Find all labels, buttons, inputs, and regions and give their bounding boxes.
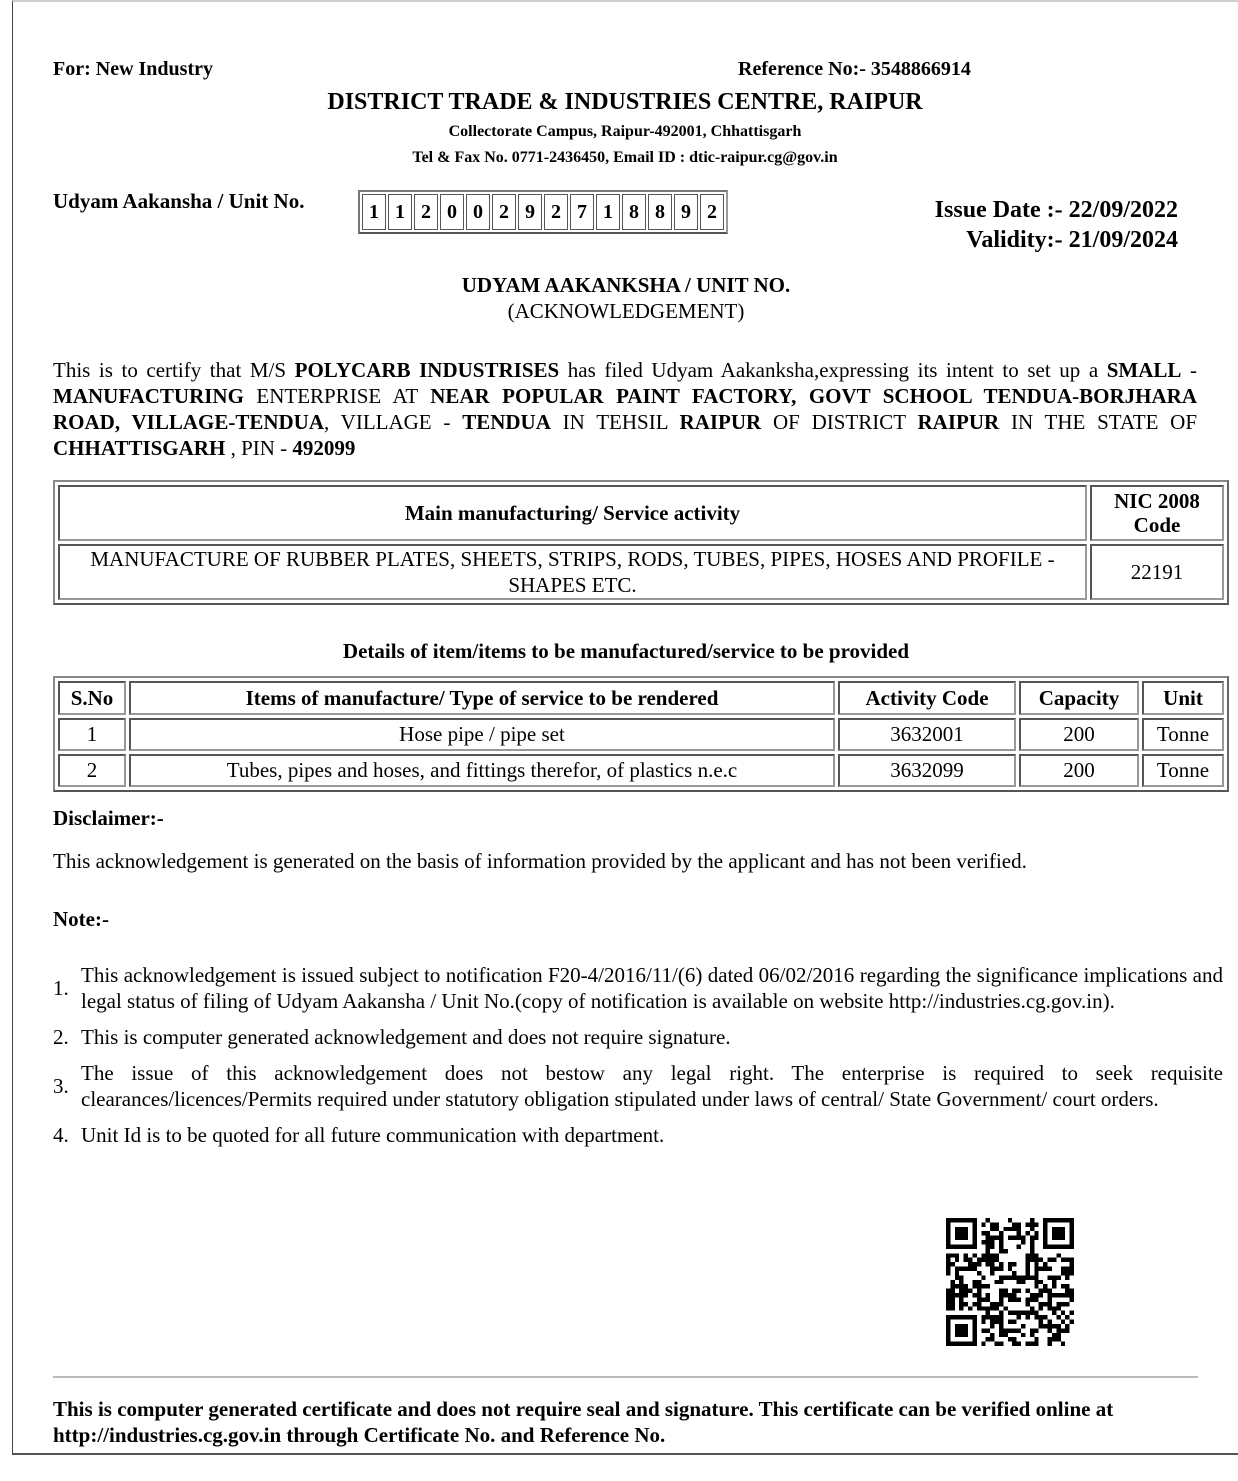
reference-number: Reference No:- 3548866914: [738, 58, 971, 80]
cert-text: ENTERPRISE AT: [243, 384, 431, 408]
unit-digit: 9: [518, 194, 542, 230]
dates-block: [880, 195, 1178, 255]
note-item: [53, 1024, 1223, 1050]
table-header: Unit: [1142, 681, 1224, 715]
unit-digit: 2: [414, 194, 438, 230]
table-cell: Tonne: [1142, 718, 1224, 751]
table-header: Items of manufacture/ Type of service to be rendered: [129, 681, 835, 715]
note-text: Unit Id is to be quoted for all future communication with department.: [81, 1123, 665, 1147]
note-text: This acknowledgement is issued subject to notification F20-4/2016/11/(6) dated 06/02/2016 regarding the significance implications and legal status of filing of Udyam Aakansha / Unit No.(copy of notification is available on website http://industries.cg.gov.in).: [81, 963, 1223, 1013]
unit-number-label: Udyam Aakansha / Unit No.: [53, 189, 305, 213]
details-title: Details of item/items to be manufactured/service to be provided: [342, 639, 910, 663]
unit-digit: 2: [700, 194, 724, 230]
unit-digit: 1: [388, 194, 412, 230]
note-number: 4.: [53, 1123, 69, 1147]
table-cell: 2: [58, 754, 126, 787]
table-cell: MANUFACTURE OF RUBBER PLATES, SHEETS, STRIPS, RODS, TUBES, PIPES, HOSES AND PROFILE -SHAPES ETC.: [58, 544, 1087, 600]
activity-table: [53, 480, 1229, 605]
enterprise-size: SMALL: [1106, 358, 1182, 382]
table-header: NIC 2008 Code: [1090, 485, 1224, 541]
enterprise-type: MANUFACTURING: [53, 384, 244, 408]
note-text: The issue of this acknowledgement does not bestow any legal right. The enterprise is required to seek requisite clearances/licences/Permits required under statutory obligation stipulated under laws of central/ State Government/ court orders.: [81, 1061, 1223, 1111]
footer-divider: [53, 1376, 1198, 1378]
table-header-row: [58, 485, 1224, 541]
table-cell: 3632099: [838, 754, 1016, 787]
note-heading: Note:-: [53, 907, 109, 931]
cert-text: , VILLAGE -: [324, 410, 463, 434]
unit-digit: 1: [596, 194, 620, 230]
office-address: Collectorate Campus, Raipur-492001, Chhattisgarh: [448, 123, 802, 140]
note-text: This is computer generated acknowledgement and does not require signature.: [81, 1025, 731, 1049]
table-header: Main manufacturing/ Service activity: [58, 485, 1087, 541]
note-item: [53, 962, 1223, 1014]
table-cell: Hose pipe / pipe set: [129, 718, 835, 751]
cert-text: OF DISTRICT: [761, 410, 918, 434]
cert-text: IN TEHSIL: [550, 410, 680, 434]
unit-number-boxes: [358, 190, 728, 234]
disclaimer-text: This acknowledgement is generated on the basis of information provided by the applicant and has not been verified.: [53, 849, 1027, 873]
table-header: Capacity: [1019, 681, 1139, 715]
cert-text: IN THE STATE OF: [999, 410, 1198, 434]
qr-code-icon: [946, 1218, 1074, 1346]
unit-digit: 0: [466, 194, 490, 230]
certificate-paragraph: [53, 357, 1197, 461]
validity-date: Validity:- 21/09/2024: [966, 227, 1178, 253]
note-item: [53, 1122, 1223, 1148]
pin-code: 492099: [292, 436, 356, 460]
document-subtitle: (ACKNOWLEDGEMENT): [507, 299, 745, 323]
unit-digit: 7: [570, 194, 594, 230]
cert-text: has filed Udyam Aakanksha,expressing its intent to set up a: [559, 358, 1107, 382]
tehsil: RAIPUR: [679, 410, 762, 434]
cert-text: , PIN -: [225, 436, 293, 460]
table-row: [58, 544, 1224, 600]
notes-list: [53, 962, 1223, 1158]
office-name: DISTRICT TRADE & INDUSTRIES CENTRE, RAIPUR: [327, 89, 923, 115]
company-name: POLYCARB INDUSTRISES: [294, 358, 560, 382]
table-cell: 3632001: [838, 718, 1016, 751]
table-row: [58, 718, 1224, 751]
table-row: [58, 754, 1224, 787]
unit-digit: 8: [622, 194, 646, 230]
table-cell: 22191: [1090, 544, 1224, 600]
note-item: [53, 1060, 1223, 1112]
table-cell: Tonne: [1142, 754, 1224, 787]
unit-digit: 0: [440, 194, 464, 230]
issue-date: Issue Date :- 22/09/2022: [934, 197, 1178, 223]
village: TENDUA: [462, 410, 551, 434]
office-contact: Tel & Fax No. 0771-2436450, Email ID : dtic-raipur.cg@gov.in: [412, 149, 838, 166]
note-number: 2.: [53, 1025, 69, 1049]
unit-digit: 9: [674, 194, 698, 230]
table-cell: 1: [58, 718, 126, 751]
document-title: UDYAM AAKANKSHA / UNIT NO.: [461, 273, 791, 297]
table-cell: 200: [1019, 754, 1139, 787]
cert-text: -: [1181, 358, 1198, 382]
note-number: 3.: [53, 1074, 69, 1098]
items-table: [53, 676, 1229, 792]
table-header-row: [58, 681, 1224, 715]
for-label: For: New Industry: [53, 58, 213, 80]
unit-digit: 1: [362, 194, 386, 230]
cert-text: This is to certify that M/S: [53, 358, 295, 382]
enterprise-address: NEAR POPULAR PAINT FACTORY, GOVT SCHOOL TENDUA-BORJHARA ROAD, VILLAGE-TENDUA: [53, 384, 1197, 434]
table-cell: 200: [1019, 718, 1139, 751]
disclaimer-heading: Disclaimer:-: [53, 806, 164, 830]
table-cell: Tubes, pipes and hoses, and fittings therefor, of plastics n.e.c: [129, 754, 835, 787]
district: RAIPUR: [917, 410, 1000, 434]
footer-note: This is computer generated certificate and does not require seal and signature. This certificate can be verified online at http://industries.cg.gov.in through Certificate No. and Reference No.: [53, 1397, 1114, 1447]
unit-digit: 8: [648, 194, 672, 230]
unit-digit: 2: [544, 194, 568, 230]
note-number: 1.: [53, 976, 69, 1000]
unit-digit: 2: [492, 194, 516, 230]
table-header: Activity Code: [838, 681, 1016, 715]
table-header: S.No: [58, 681, 126, 715]
state: CHHATTISGARH: [53, 436, 226, 460]
